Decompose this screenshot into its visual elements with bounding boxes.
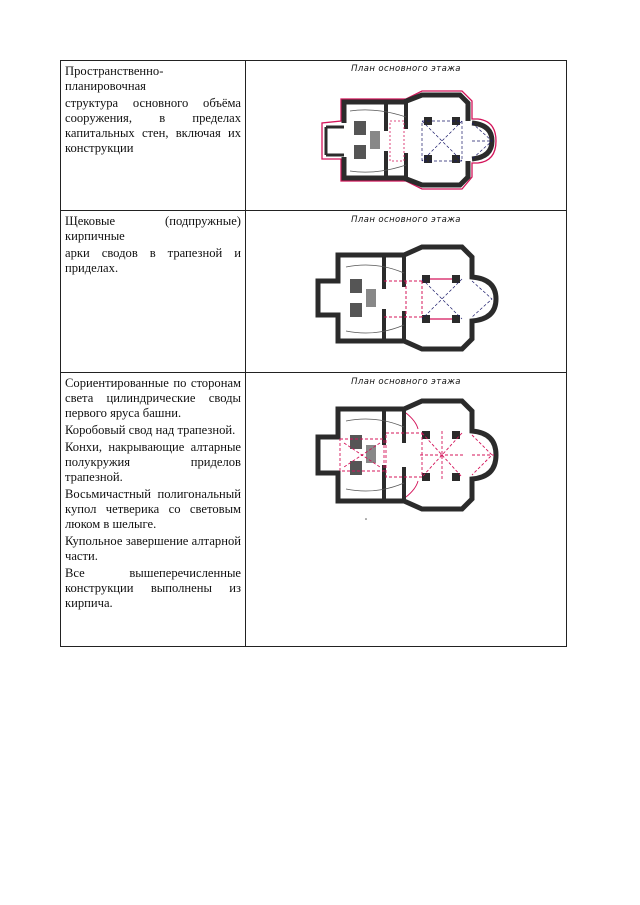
plan-cell (246, 373, 567, 647)
description-cell (61, 61, 246, 211)
description-paragraph: Коробовый свод над трапезной. (65, 423, 236, 437)
description-paragraph: структура основного объёма сооружения, в пределах капитальных стен, включая их конструкции (65, 96, 241, 155)
floor-plan-drawing-3 (246, 373, 576, 643)
description-cell (61, 211, 246, 373)
description-paragraph: Все вышеперечисленные конструкции выполнены из кирпича. (65, 566, 241, 610)
plan-cell (246, 61, 567, 211)
description-paragraph: Конхи, накрывающие алтарные полукружия приделов трапезной. (65, 440, 241, 484)
plan-title: План основного этажа (351, 377, 461, 387)
description-paragraph: арки сводов в трапезной и приделах. (65, 246, 241, 275)
floor-plan-drawing-2 (246, 211, 576, 369)
elements-table (60, 60, 567, 647)
table-row (61, 373, 567, 647)
description-paragraph: Восьмичастный полигональный купол четверика со световым люком в шелыге. (65, 487, 241, 531)
table-row (61, 61, 567, 211)
description-line: планировочная (65, 79, 146, 93)
table-row (61, 211, 567, 373)
description-line: Пространственно- (65, 64, 164, 78)
description-paragraph: Купольное завершение алтарной части. (65, 534, 241, 563)
floor-plan-drawing-1 (246, 61, 576, 207)
description-line: Щековые (подпружные) кирпичные (65, 214, 241, 243)
plan-cell (246, 211, 567, 373)
description-cell (61, 373, 246, 647)
plan-title: План основного этажа (351, 64, 461, 74)
plan-title: План основного этажа (351, 215, 461, 225)
description-paragraph: Сориентированные по сторонам света цилиндрические своды первого яруса башни. (65, 376, 241, 420)
